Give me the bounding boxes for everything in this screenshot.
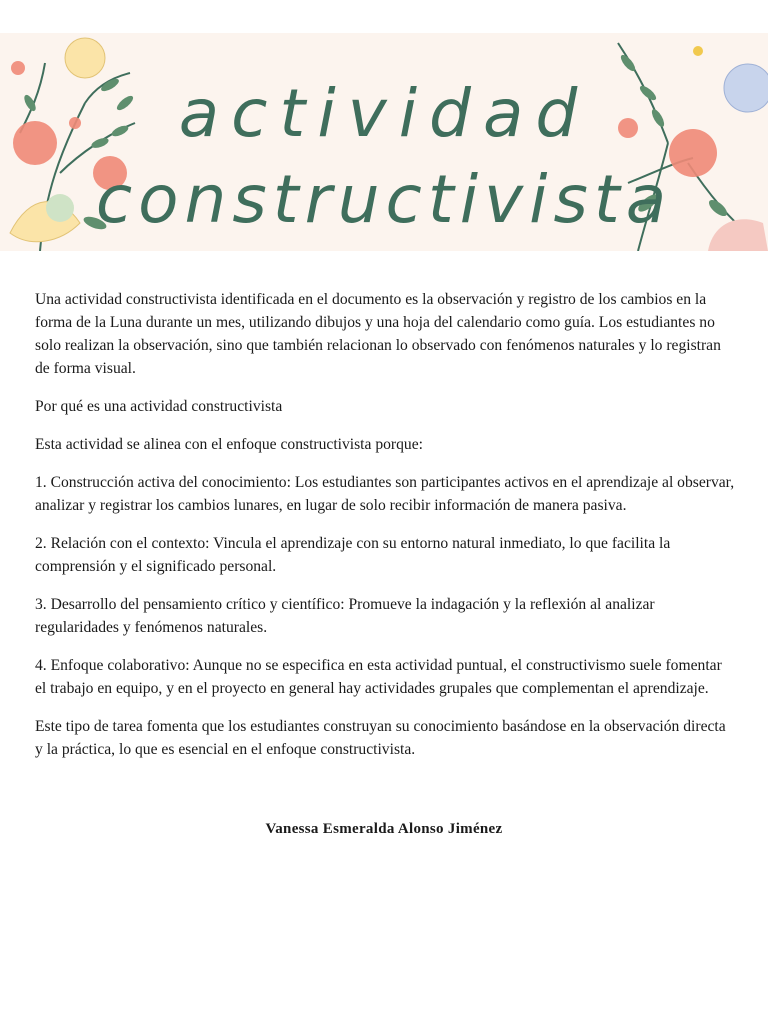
paragraph-question: Por qué es una actividad constructivista bbox=[35, 398, 283, 415]
author-signature: Vanessa Esmeralda Alonso Jiménez bbox=[265, 821, 503, 837]
paragraph-point-4: 4. Enfoque colaborativo: Aunque no se especifica en esta actividad puntual, el constructivismo suele fomentar el trabajo en equipo, y en el proyecto en general hay actividades grupales que complementan el aprendizaje. bbox=[35, 657, 722, 697]
title-line-1: actividad bbox=[178, 75, 590, 152]
body-text bbox=[35, 288, 735, 776]
title-line-2: constructivista bbox=[95, 161, 673, 238]
paragraph-point-2: 2. Relación con el contexto: Vincula el aprendizaje con su entorno natural inmediato, lo que facilita la comprensión y el significado personal. bbox=[35, 535, 671, 575]
paragraph-conclusion: Este tipo de tarea fomenta que los estudiantes construyan su conocimiento basándose en la observación directa y la práctica, lo que es esencial en el enfoque constructivista. bbox=[35, 718, 726, 758]
paragraph-reason-lead: Esta actividad se alinea con el enfoque constructivista porque: bbox=[35, 436, 423, 453]
paragraph-intro: Una actividad constructivista identificada en el documento es la observación y registro de los cambios en la forma de la Luna durante un mes, utilizando dibujos y una hoja del calendario como guía. Los estudiantes no solo realizan la observación, sino que también relacionan lo observado con fenómenos naturales y lo registran de forma visual. bbox=[35, 291, 721, 377]
header-banner bbox=[0, 33, 768, 251]
paragraph-point-3: 3. Desarrollo del pensamiento crítico y científico: Promueve la indagación y la reflexión al analizar regularidades y fenómenos naturales. bbox=[35, 596, 655, 636]
paragraph-point-1: 1. Construcción activa del conocimiento: Los estudiantes son participantes activos en el aprendizaje al observar, analizar y registrar los cambios lunares, en lugar de solo recibir información de manera pasiva. bbox=[35, 474, 735, 514]
